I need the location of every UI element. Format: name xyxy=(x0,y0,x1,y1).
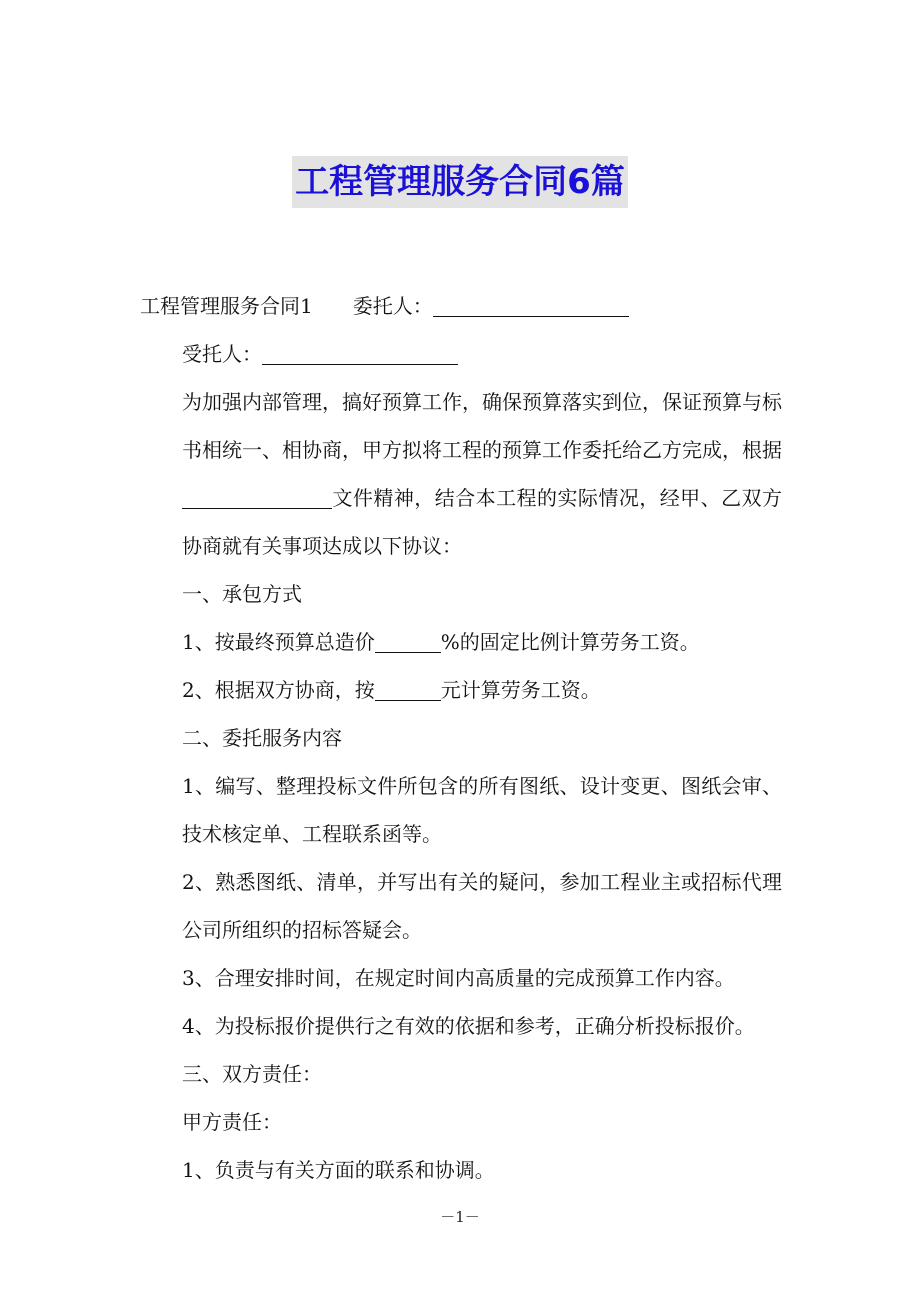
amount-blank xyxy=(375,676,441,701)
preamble-text-b: 文件精神，结合本工程的实际情况，经甲、乙双方协商就有关事项达成以下协议： xyxy=(182,486,782,558)
item-1-1-text-a: 1、按最终预算总造价 xyxy=(182,630,375,654)
paragraph-item-2-1: 1、编写、整理投标文件所包含的所有图纸、设计变更、图纸会审、技术核定单、工程联系函等。 xyxy=(182,774,782,846)
paragraph-item-2-4: 4、为投标报价提供行之有效的依据和参考，正确分析投标报价。 xyxy=(182,1014,755,1038)
paragraph-preamble xyxy=(140,378,782,570)
document-body xyxy=(140,282,782,1194)
paragraph-item-2-3: 3、合理安排时间，在规定时间内高质量的完成预算工作内容。 xyxy=(182,966,735,990)
paragraph-item-2-2: 2、熟悉图纸、清单，并写出有关的疑问，参加工程业主或招标代理公司所组织的招标答疑会。 xyxy=(182,870,782,942)
paragraph-item-1-1 xyxy=(140,618,782,666)
client-blank xyxy=(433,292,629,317)
item-1-1-text-b: %的固定比例计算劳务工资。 xyxy=(440,630,700,654)
section-heading-3: 三、双方责任： xyxy=(182,1062,322,1086)
preamble-text-a: 为加强内部管理，搞好预算工作，确保预算落实到位，保证预算与标书相统一、相协商，甲方拟将工程的预算工作委托给乙方完成，根据 xyxy=(182,390,782,462)
document-name-blank xyxy=(182,484,332,509)
paragraph-item-1-2 xyxy=(140,666,782,714)
section-heading-1: 一、承包方式 xyxy=(182,582,302,606)
trustee-label: 受托人： xyxy=(182,342,262,366)
item-1-2-text-b: 元计算劳务工资。 xyxy=(440,678,601,702)
item-1-2-text-a: 2、根据双方协商，按 xyxy=(182,678,375,702)
document-title: 工程管理服务合同6篇 xyxy=(292,156,628,208)
page-number: －1－ xyxy=(440,1208,480,1226)
contract-heading-text: 工程管理服务合同1 xyxy=(140,294,313,318)
paragraph-item-3-1: 1、负责与有关方面的联系和协调。 xyxy=(182,1158,495,1182)
title-container xyxy=(0,156,920,208)
subheading-party-a: 甲方责任： xyxy=(182,1110,282,1134)
trustee-blank xyxy=(262,340,458,365)
section-heading-2: 二、委托服务内容 xyxy=(182,726,342,750)
paragraph-trustee xyxy=(140,330,782,378)
percent-blank xyxy=(375,628,441,653)
paragraph-contract-heading xyxy=(140,282,782,330)
client-label: 委托人： xyxy=(352,294,433,318)
